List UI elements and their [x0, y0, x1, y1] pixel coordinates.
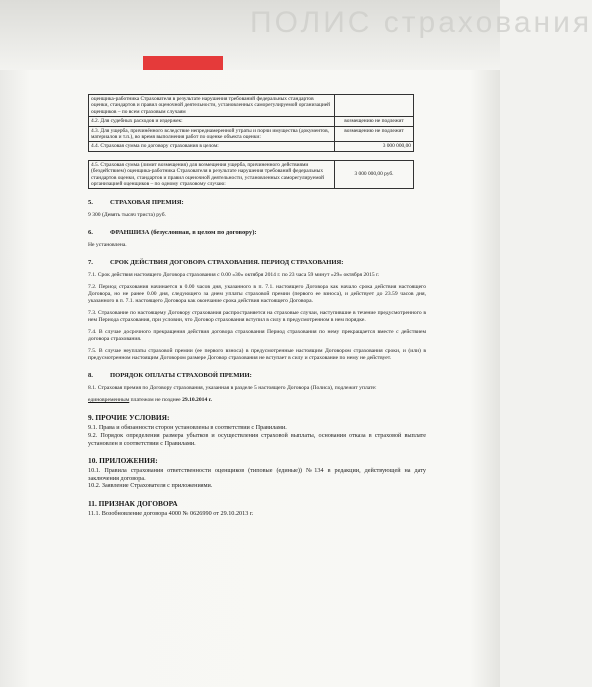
table-row: [89, 126, 414, 142]
table-cell: 4.3. Для ущерба, причинённого вследствие непреднамеренной утраты и порчи имущества (документов, материалов и т.п.), во время выполнения работ по оценке объекта оценки:: [89, 126, 335, 142]
paragraph: 7.1. Срок действия настоящего Договора страхования с 0.00 «30» октября 2014 г. по 23 часа 59 минут «29» октября 2015 г.: [88, 272, 380, 279]
document-body: [88, 94, 426, 518]
table-cell: 4.5. Страховая сумма (лимит возмещения) для возмещения ущерба, причиненного действиями (бездействием) оценщика-работника Страхователя в результате нарушения требований федеральных стандартов оценки, стандартов и правил оценочной деятельности, установленных саморегулируемой организацией оценщиков – по одному страховому случаю:: [89, 160, 335, 189]
table-cell: возмещению не подлежит: [335, 117, 414, 126]
paragraph: единовременным платежом не позднее 29.10.2014 г.: [88, 397, 212, 404]
paragraph: 11.1. Возобновление договора 4000 № 0626990 от 29.10.2013 г.: [88, 510, 254, 518]
paragraph: 7.5. В случае неуплаты страховой премии (ее первого взноса) в предусмотренные настоящим Договором страхования сроки, и (или) в предусмотренном настоящим Договором размере Договор страхования не вступает в силу и страхование по нему не действует.: [88, 348, 426, 362]
paragraph: 10.2. Заявление Страхователя с приложениями.: [88, 482, 213, 490]
table-cell: возмещению не подлежит: [335, 126, 414, 142]
table-cell: 4.2. Для судебных расходов и издержек:: [89, 117, 335, 126]
table-row: [89, 142, 414, 151]
table-cell: оценщика-работника Страхователя в результате нарушения требований федеральных стандартов оценки, стандартов и правил оценочной деятельности, установленных саморегулируемой организацией оценщиков – по всем страховым случаям: [89, 95, 335, 117]
table-row: [89, 95, 414, 117]
section-heading: 10. ПРИЛОЖЕНИЯ:: [88, 456, 158, 466]
table-cell: 3 000 000,00: [335, 142, 414, 151]
table-cell: 4.4. Страховая сумма по договору страхования в целом:: [89, 142, 335, 151]
paragraph: 10.1. Правила страхования ответственности оценщиков (типовые (единые)) №134 в редакции, действующей на дату заключения договора.: [88, 467, 426, 482]
section-heading: 7. СРОК ДЕЙСТВИЯ ДОГОВОРА СТРАХОВАНИЯ. ПЕРИОД СТРАХОВАНИЯ:: [88, 259, 344, 267]
section-heading: 6. ФРАНШИЗА (безусловная, в целом по договору):: [88, 229, 257, 237]
table-row: [89, 160, 414, 189]
table-cell: [335, 95, 414, 117]
ghost-header-text: ПОЛИС страхования: [250, 6, 592, 39]
section-heading: 8. ПОРЯДОК ОПЛАТЫ СТРАХОВОЙ ПРЕМИИ:: [88, 372, 252, 380]
table-cell: 3 000 000,00 руб.: [335, 160, 414, 189]
table-row: [89, 117, 414, 126]
paragraph: 8.1. Страховая премия по Договору страхования, указанная в разделе 5 настоящего Договора (Полиса), подлежит уплате:: [88, 385, 377, 392]
section-heading: 5. СТРАХОВАЯ ПРЕМИЯ:: [88, 199, 184, 207]
section-heading: 9. ПРОЧИЕ УСЛОВИЯ:: [88, 413, 170, 423]
paragraph: 9.2. Порядок определения размера убытков и осуществления страховой выплаты, основания отказа в страховой выплате установлен в соответствии с Правилами.: [88, 432, 426, 447]
section-text: Не установлена.: [88, 242, 127, 249]
section-text: 9 300 (Девять тысяч триста) руб.: [88, 212, 166, 219]
section-heading: 11. ПРИЗНАК ДОГОВОРА: [88, 499, 178, 509]
coverage-table: [88, 94, 414, 152]
paragraph: 7.3. Страхование по настоящему Договору страхования распространяется на страховые случаи, наступившие в течение предусмотренного в нем Периода страхования, при условии, что Договор страхования вступил в силу в предусмотренном в нем порядке.: [88, 310, 426, 324]
limit-table: [88, 160, 414, 190]
red-redaction-stamp: [143, 56, 223, 70]
paragraph: 7.2. Период страхования начинается в 0.00 часов дня, указанного в п. 7.1. настоящего Договора как начало срока действия настоящего Договора, но не ранее 0.00 дня, следующего за днем уплаты страховой премии (первого ее взноса), и действует до 23.59 часов дня, указанного в п. 7.1. настоящего Договора как окончание срока действия настоящего Договора.: [88, 284, 426, 305]
paragraph: 9.1. Права и обязанности сторон установлены в соответствии с Правилами.: [88, 424, 287, 432]
paragraph: 7.4. В случае досрочного прекращения действия договора страхования Период страхования по нему прекращается вместе с действием договора страхования.: [88, 329, 426, 343]
